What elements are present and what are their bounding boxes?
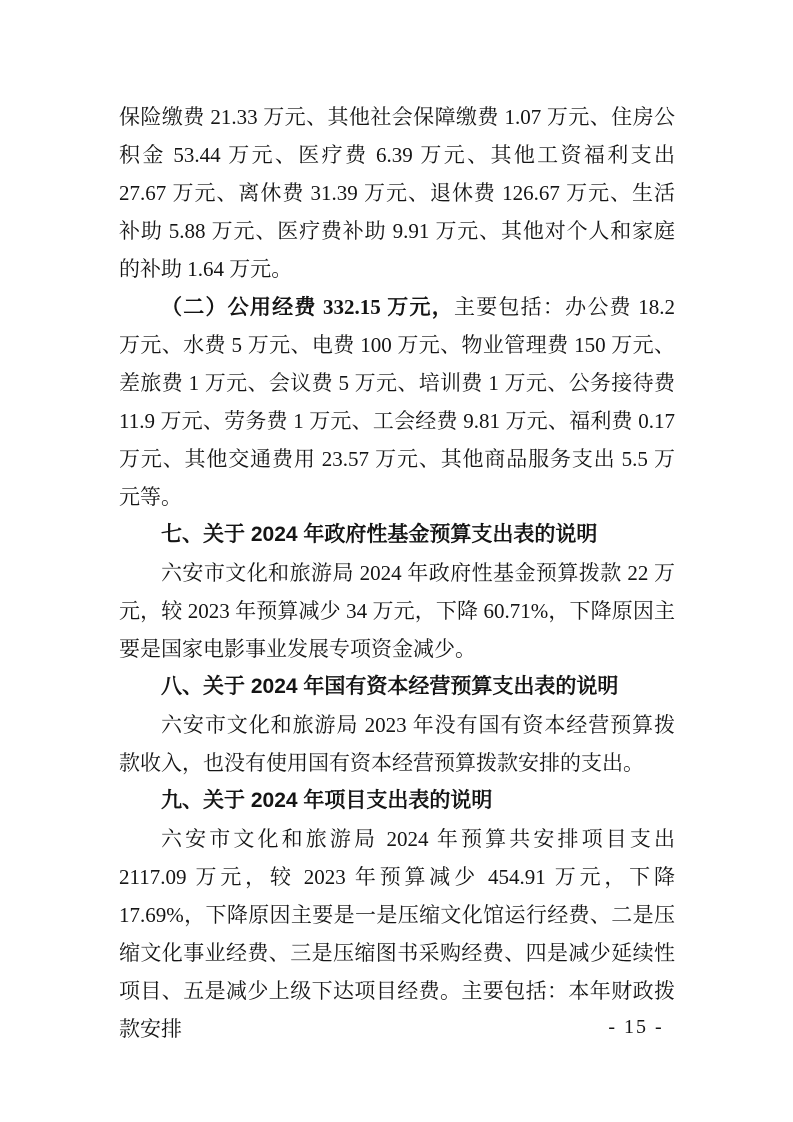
- document-body: [119, 98, 675, 1048]
- section-heading-8-state-capital-budget: 八、关于 2024 年国有资本经营预算支出表的说明: [161, 675, 619, 698]
- paragraph-govt-fund-budget: 六安市文化和旅游局 2024 年政府性基金预算拨款 22 万元，较 2023 年预算减少 34 万元，下降 60.71%，下降原因主要是国家电影事业发展专项资金减少。: [119, 561, 675, 661]
- page-number: - 15 -: [608, 1016, 664, 1038]
- paragraph-public-expense-lead: （二）公用经费 332.15 万元，: [161, 295, 454, 319]
- paragraph-project-expenditure: 六安市文化和旅游局 2024 年预算共安排项目支出 2117.09 万元，较 2023 年预算减少 454.91 万元，下降 17.69%，下降原因主要是一是压缩文化馆运行经费、二是压缩文化事业经费、三是压缩图书采购经费、四是减少延续性项目、五是减少上级下达项目经费。主要包括：本年财政拨款安排: [119, 827, 675, 1041]
- paragraph-state-capital-budget: 六安市文化和旅游局 2023 年没有国有资本经营预算拨款收入，也没有使用国有资本经营预算拨款安排的支出。: [119, 713, 675, 775]
- paragraph-insurance-welfare-detail: 保险缴费 21.33 万元、其他社会保障缴费 1.07 万元、住房公积金 53.44 万元、医疗费 6.39 万元、其他工资福利支出 27.67 万元、离休费 31.39 万元、退休费 126.67 万元、生活补助 5.88 万元、医疗费补助 9.91 万元、其他对个人和家庭的补助 1.64 万元。: [119, 105, 675, 281]
- section-heading-9-project-expenditure: 九、关于 2024 年项目支出表的说明: [161, 789, 493, 812]
- section-heading-7-govt-fund-budget: 七、关于 2024 年政府性基金预算支出表的说明: [161, 523, 598, 546]
- paragraph-public-expense-text: 主要包括：办公费 18.2 万元、水费 5 万元、电费 100 万元、物业管理费 150 万元、差旅费 1 万元、会议费 5 万元、培训费 1 万元、公务接待费 11.9 万元、劳务费 1 万元、工会经费 9.81 万元、福利费 0.17 万元、其他交通费用 23.57 万元、其他商品服务支出 5.5 万元等。: [119, 295, 676, 509]
- paragraph-public-expense: [119, 288, 675, 516]
